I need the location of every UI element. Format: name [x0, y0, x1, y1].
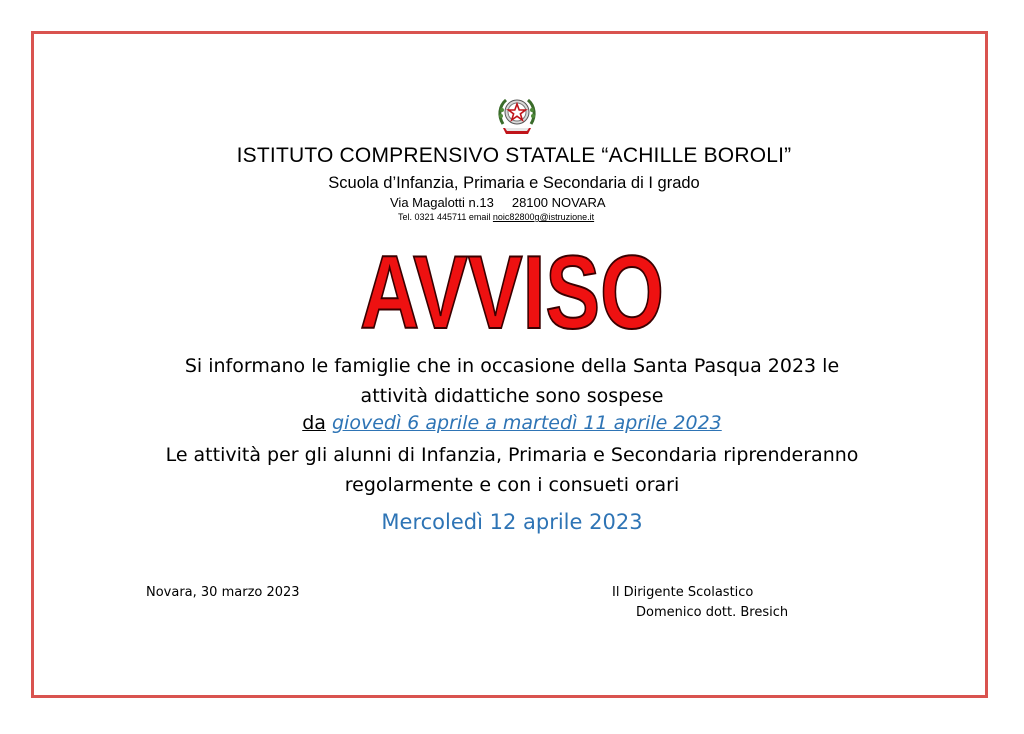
address-street: Via Magalotti n.13	[390, 195, 494, 210]
school-type: Scuola d’Infanzia, Primaria e Secondaria di I grado	[328, 174, 700, 192]
signatory-name: Domenico dott. Bresich	[636, 605, 789, 620]
address-city: 28100 NOVARA	[511, 195, 606, 210]
italian-republic-emblem-icon	[495, 94, 539, 138]
school-name: ISTITUTO COMPRENSIVO STATALE “ACHILLE BOROLI”	[236, 144, 792, 167]
notice-line-1: Si informano le famiglie che in occasione della Santa Pasqua 2023 le	[184, 355, 840, 377]
notice-line-5: regolarmente e con i consueti orari	[344, 474, 680, 496]
notice-dates	[0, 408, 1024, 439]
phone-text: Tel. 0321 445711 email	[398, 212, 491, 222]
notice-heading-text: AVVISO	[360, 236, 664, 346]
resume-date: Mercoledì 12 aprile 2023	[381, 510, 643, 534]
dates-range: giovedì 6 aprile a martedì 11 aprile 2023	[332, 412, 722, 434]
email-link[interactable]: noic82800g@istruzione.it	[492, 212, 595, 222]
signatory-title: Il Dirigente Scolastico	[612, 585, 754, 600]
notice-heading	[0, 236, 1024, 346]
place-date: Novara, 30 marzo 2023	[146, 585, 300, 600]
notice-line-2: attività didattiche sono sospese	[360, 385, 664, 407]
school-contacts	[398, 212, 594, 222]
school-address	[390, 195, 606, 210]
notice-line-4: Le attività per gli alunni di Infanzia, Primaria e Secondaria riprenderanno	[165, 444, 859, 466]
dates-prefix: da	[302, 412, 326, 434]
